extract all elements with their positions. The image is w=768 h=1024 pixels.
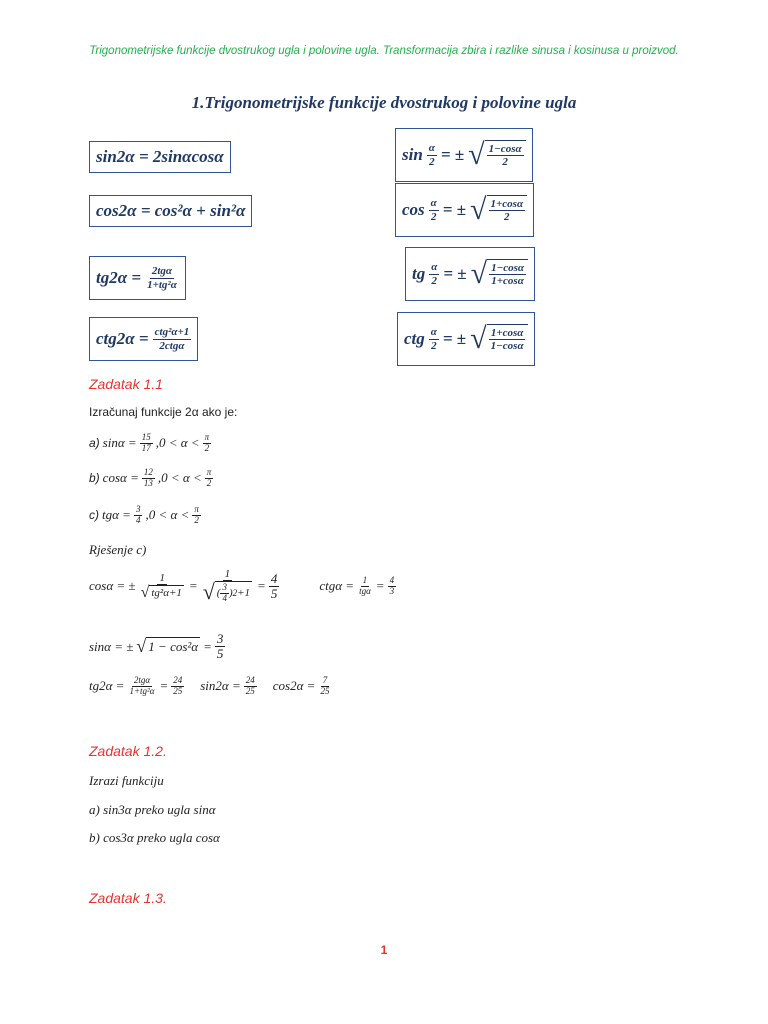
denominator: 2ctgα (159, 339, 185, 352)
formula-lhs: ctg (404, 329, 425, 348)
fraction (205, 468, 214, 489)
fraction (145, 265, 179, 290)
equals: = (257, 578, 266, 594)
denominator: 1+tg²α (129, 685, 155, 696)
numerator: α (431, 261, 438, 274)
numerator: π (204, 432, 210, 442)
denominator: 2 (502, 156, 508, 168)
numerator: 4 (389, 575, 395, 586)
page-header: Trigonometrijske funkcije dvostrukog ugla i polovine ugla. Transformacija zbira i razlike sinusa i kosinusa u proizvod. (89, 45, 679, 57)
denominator: 1−cosα (490, 340, 524, 352)
formula-tg-half (405, 247, 535, 301)
formula-sin2a (89, 141, 231, 173)
denominator: 2 (431, 274, 438, 287)
fraction (171, 676, 184, 697)
fraction (215, 632, 226, 662)
denominator: √ tg²α+1 (140, 583, 182, 601)
formula-cos-half (395, 183, 534, 237)
range: ,0 < α < (145, 507, 190, 523)
denominator: √ ( $\frac{3}{4}$ ) 2 +1 (202, 579, 251, 605)
denominator: 2 (431, 339, 437, 352)
numerator: 3 (222, 582, 227, 593)
fraction (244, 676, 257, 697)
denominator: 2 (504, 211, 510, 223)
denominator: 13 (143, 477, 153, 488)
fraction (127, 676, 156, 697)
numerator: 3 (216, 631, 224, 646)
formula-tg2a (89, 256, 186, 300)
fraction (192, 505, 201, 526)
formula-lhs: ctg2α = (96, 329, 149, 348)
numerator: 4 (270, 570, 278, 586)
formula-lhs: tg (412, 264, 426, 283)
lhs: sin2α = (200, 678, 241, 694)
square-root (471, 259, 528, 289)
task-item-a: a) sin3α preko ugla sinα (89, 802, 216, 817)
numerator: π (206, 467, 212, 477)
numerator: α (430, 197, 437, 210)
solution-label: Rješenje c) (89, 542, 147, 557)
numerator: α (428, 142, 435, 155)
numerator: 12 (143, 467, 153, 477)
radical-sign: √ (470, 322, 487, 355)
item-function: cosα = (102, 470, 139, 486)
radicand: ( $\frac{3}{4}$ ) 2 +1 (216, 582, 251, 603)
numerator: π (194, 504, 199, 514)
lhs: cos2α = (272, 678, 316, 694)
numerator: 2tgα (151, 265, 173, 278)
task-heading-1-2: Zadatak 1.2. (89, 743, 167, 759)
item-label: b) (89, 471, 100, 486)
fraction (388, 576, 397, 597)
half-angle-fraction (429, 261, 439, 286)
item-label: c) (89, 508, 99, 523)
numerator: 1 (362, 575, 368, 586)
half-angle-fraction (427, 142, 437, 167)
lhs: tg2α = (89, 678, 125, 694)
denominator: tgα (359, 585, 371, 596)
denominator: 2 (204, 442, 210, 453)
fraction (142, 468, 155, 489)
numerator: 24 (173, 675, 183, 685)
task-heading-1-1: Zadatak 1.1 (89, 376, 163, 392)
equals: = (159, 678, 169, 694)
equals-plus-minus: = ± (442, 200, 467, 219)
numerator: 1+cosα (490, 197, 524, 210)
fraction (201, 568, 254, 605)
numerator: 15 (141, 432, 151, 442)
square-root (470, 324, 527, 354)
denominator: 17 (141, 442, 151, 453)
ctg-lhs: ctgα = (319, 578, 355, 594)
numerator: 24 (245, 675, 255, 685)
exponent: 2 (232, 587, 238, 598)
task-item-b (89, 468, 213, 489)
range: ,0 < α < (155, 435, 200, 451)
fraction (357, 576, 373, 597)
solution-cos-line (89, 568, 396, 605)
page-number: 1 (380, 943, 388, 957)
equals-plus-minus: = ± (442, 329, 467, 348)
denominator: 1+cosα (491, 275, 524, 287)
denominator: 4 (222, 592, 227, 603)
task-item-b: b) cos3α preko ugla cosα (89, 830, 220, 845)
formula-lhs: cos (402, 200, 425, 219)
numerator: 1 (224, 568, 231, 580)
radical-sign: √ (470, 193, 487, 226)
formula-ctg2a (89, 317, 198, 361)
equals: = (375, 578, 385, 594)
fraction (318, 676, 331, 697)
square-root (470, 195, 527, 225)
denominator: 3 (389, 585, 395, 596)
item-function: tgα = (102, 507, 131, 523)
denominator: 2 (194, 514, 199, 525)
square-root (468, 140, 525, 170)
equals-plus-minus: = ± (440, 145, 465, 164)
fraction (203, 433, 212, 454)
radicand: tg²α+1 (149, 585, 184, 601)
task-item-c (89, 505, 201, 526)
numerator: 1−cosα (491, 261, 524, 274)
radicand-fraction (489, 198, 526, 223)
numerator: 2tgα (133, 675, 151, 685)
task-item-a (89, 433, 211, 454)
formula-sin-half (395, 128, 533, 182)
section-title: 1.Trigonometrijske funkcije dvostrukog i polovine ugla (191, 93, 577, 112)
numerator: ctg²α+1 (154, 326, 190, 339)
lhs: cosα = ± (89, 578, 136, 594)
fraction (134, 505, 143, 526)
numerator: 7 (322, 675, 328, 685)
denominator: 5 (270, 585, 278, 601)
denominator: 4 (135, 514, 141, 525)
range: ,0 < α < (157, 470, 202, 486)
numerator: 3 (135, 504, 141, 514)
square-root: √ 1 − cos²α (136, 636, 199, 657)
fraction (153, 326, 192, 351)
denominator: 2 (430, 210, 437, 223)
numerator: 1+cosα (490, 326, 524, 339)
task-prompt: Izrazi funkciju (89, 773, 164, 788)
radicand-fraction (489, 327, 526, 352)
half-angle-fraction (429, 326, 439, 351)
radicand-fraction (487, 143, 524, 168)
formula-cos2a (89, 195, 252, 227)
denominator: 25 (245, 685, 255, 696)
radicand-fraction (489, 262, 526, 287)
radical-sign: √ (468, 138, 485, 171)
task-heading-1-3: Zadatak 1.3. (89, 890, 167, 906)
task-prompt: Izračunaj funkcije 2α ako je: (89, 405, 238, 419)
fraction (269, 572, 280, 602)
radical-sign: √ (470, 257, 488, 290)
equals: = (188, 578, 198, 594)
denominator: 1+tg²α (147, 278, 177, 291)
denominator: 25 (173, 685, 183, 696)
formula-ctg-half (397, 312, 535, 366)
fraction (140, 433, 153, 454)
item-label: a) (89, 436, 100, 451)
formula-lhs: tg2α = (96, 268, 142, 287)
lhs: sinα = ± (89, 638, 134, 654)
half-angle-fraction (429, 197, 439, 222)
formula-text: sin2α = 2sinαcosα (96, 147, 224, 166)
solution-sin-line (89, 632, 225, 662)
equals-plus-minus: = ± (443, 264, 467, 283)
numerator: 1 (159, 571, 165, 584)
formula-lhs: sin (402, 145, 423, 164)
plus-one: +1 (237, 587, 251, 600)
radicand: 1 − cos²α (148, 639, 199, 655)
fraction (139, 572, 186, 601)
numerator: α (430, 326, 437, 339)
equals: = (203, 638, 212, 654)
denominator: 2 (429, 155, 435, 168)
denominator: 2 (206, 477, 212, 488)
denominator: 25 (320, 685, 330, 696)
solution-double-angle-line (89, 676, 331, 697)
denominator: 5 (216, 646, 224, 662)
item-function: sinα = (102, 435, 137, 451)
formula-text: cos2α = cos²α + sin²α (96, 201, 246, 220)
numerator: 1−cosα (488, 142, 522, 155)
